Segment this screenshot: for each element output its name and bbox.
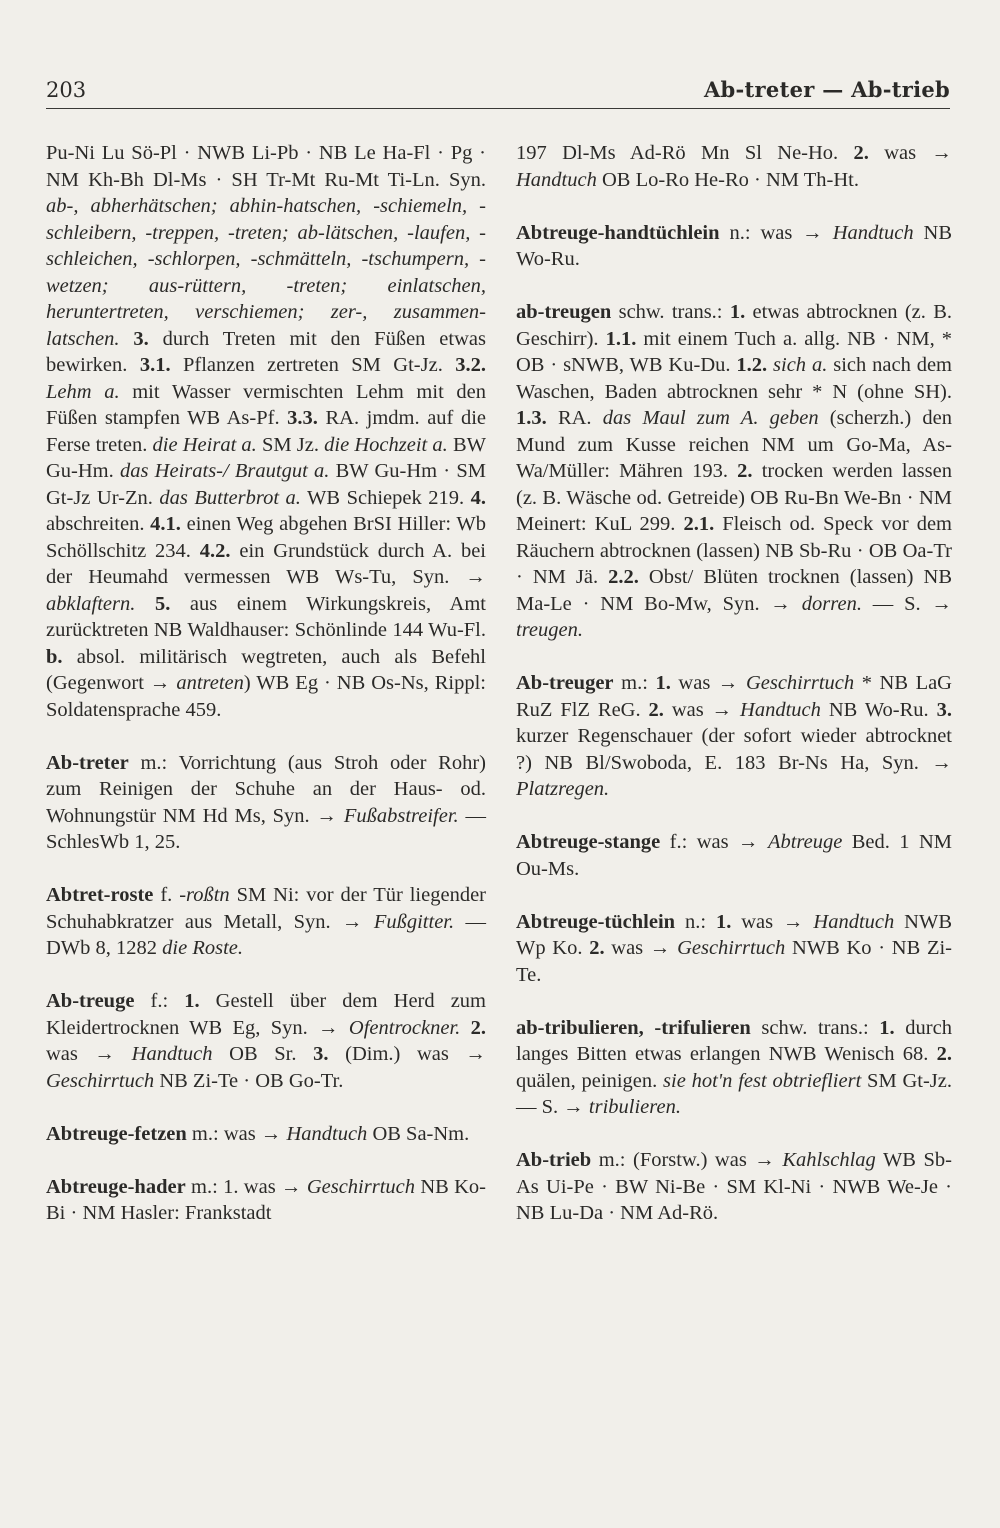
dictionary-entry (46, 1121, 486, 1148)
entry-text: absol. militärisch wegtreten, auch als Befehl (Gegenwort → (46, 645, 486, 694)
entry-text: was → (868, 142, 952, 164)
dictionary-entry (516, 909, 952, 989)
entry-text: was → (604, 937, 678, 959)
sense-number: 1. (715, 910, 732, 933)
entry-text: Obst/ Blüten trocknen (lassen) NB Ma-Le · NM Bo-Mw, Syn. → (516, 566, 952, 615)
sense-number: 4. (470, 486, 486, 509)
entry-text: was → (46, 1043, 132, 1065)
entry-text: mit Wasser vermischten Lehm mit den Füßen stampfen WB As-Pf. (46, 380, 487, 429)
italic-text: Geschirrtuch (46, 1069, 155, 1092)
sense-number: 1. (729, 301, 746, 323)
headword: ab-treugen (516, 301, 612, 323)
italic-text: treugen. (516, 619, 583, 641)
sense-number: 5. (154, 592, 171, 615)
sense-number: 2.1. (683, 513, 715, 535)
headword: Ab-treter (46, 751, 129, 774)
entry-text: m.: (613, 672, 656, 694)
sense-number: 2. (589, 937, 605, 959)
sense-number: 3.3. (287, 407, 318, 429)
entry-text: NB Zi-Te · OB Go-Tr. (154, 1069, 344, 1092)
sense-number: 4.2. (199, 539, 231, 562)
entry-text: (scherzh.) den Mund zum Kusse reichen NM um Go-Ma, As-Wa/Müller: Mähren 193. (516, 407, 952, 482)
entry-text: BW Gu-Hm. (46, 433, 486, 482)
entry-text: WB Schiepek 219. (300, 486, 471, 509)
italic-text: abklaftern. (46, 592, 136, 615)
entry-text: f.: was → (660, 831, 768, 853)
entry-text: OB Sa-Nm. (367, 1122, 470, 1145)
italic-text: sie hot'n fest obtriefliert (663, 1069, 862, 1092)
headword: Abtreuge-handtüchlein (516, 221, 720, 244)
italic-text: das Heirats-/ Brautgut a. (119, 460, 330, 482)
dictionary-entry (516, 299, 952, 644)
entry-text: SM Ni: vor der Tür liegender Schuhabkratzer aus Metall, Syn. → (46, 884, 486, 933)
italic-text: Lehm a. (46, 380, 120, 403)
entry-text: Fleisch od. Speck vor dem Räuchern abtrocknen (lassen) NB Sb-Ru · OB Oa-Tr · NM Jä. (516, 513, 952, 588)
sense-number: 2. (853, 142, 869, 164)
italic-text: Handtuch (832, 221, 914, 244)
entry-text (460, 1017, 470, 1039)
entry-text: BW Gu-Hm · SM Gt-Jz Ur-Zn. (46, 460, 486, 509)
dictionary-entry (516, 220, 952, 273)
italic-text: Geschirrtuch (745, 672, 855, 694)
entry-text: * NB LaG RuZ FlZ ReG. (516, 672, 952, 721)
entry-text: Pflanzen zertreten SM Gt-Jz. (170, 354, 456, 376)
headword: Abtreuge-hader (46, 1175, 186, 1198)
italic-text: -roßtn (179, 884, 230, 906)
headword: Abtreuge-fetzen (46, 1122, 187, 1145)
dictionary-entry (516, 1015, 952, 1121)
dictionary-entry (46, 988, 486, 1094)
entry-text: (Dim.) was → (328, 1043, 487, 1065)
sense-number: 3.1. (139, 354, 171, 376)
headword: Abtret-roste (46, 884, 154, 906)
italic-text: Handtuch (516, 168, 597, 191)
entry-text: aus einem Wirkungskreis, Amt zurücktreten NB Waldhauser: Schönlinde 144 Wu-Fl. (46, 592, 486, 641)
entry-text: kurzer Regenschauer (der sofort wieder abtrocknet ?) NB Bl/Swoboda, E. 183 Br-Ns Ha, Syn. → (516, 725, 952, 774)
italic-text: das Butterbrot a. (159, 486, 301, 509)
sense-number: 2. (737, 460, 753, 482)
entry-text: n.: was → (719, 221, 833, 244)
entry-text: quälen, peinigen. (516, 1069, 664, 1092)
sense-number: 1.2. (736, 354, 768, 376)
left-column (46, 140, 486, 1227)
entry-text: RA. (546, 407, 603, 429)
italic-text: Platzregen. (516, 778, 610, 800)
italic-text: Geschirrtuch (306, 1175, 415, 1198)
entry-text: m.: 1. was → (185, 1175, 307, 1198)
headword: ab-tribulieren, -trifulieren (516, 1016, 751, 1039)
dictionary-entry (46, 882, 486, 962)
sense-number: 1.3. (516, 407, 547, 429)
entry-text: NWB Wp Ko. (516, 910, 952, 959)
italic-text: Geschirrtuch (677, 937, 786, 959)
sense-number: 3. (936, 698, 952, 721)
sense-number: 3. (313, 1043, 329, 1065)
entry-text: SM Jz. (256, 433, 325, 456)
dictionary-entry (46, 140, 486, 723)
sense-number: b. (46, 645, 63, 668)
dictionary-entry (516, 1147, 952, 1227)
entry-text (119, 328, 133, 350)
page-header (46, 76, 950, 109)
italic-text: Handtuch (131, 1043, 213, 1065)
italic-text: antreten (176, 672, 244, 694)
entry-text: Gestell über dem Herd zum Kleidertrocknen WB Eg, Syn. → (46, 990, 486, 1039)
entry-text: WB Sb-As Ui-Pe · BW Ni-Be · SM Kl-Ni · NWB We-Je · NB Lu-Da · NM Ad-Rö. (516, 1149, 952, 1224)
italic-text: Handtuch (740, 698, 821, 721)
sense-number: 2. (470, 1016, 486, 1039)
headword: Ab-treuge (46, 990, 135, 1012)
italic-text: Ofentrockner. (348, 1016, 461, 1039)
entry-text: RA. jmdm. auf die Ferse treten. (46, 407, 486, 456)
entry-text: — SchlesWb 1, 25. (46, 804, 487, 853)
italic-text: tribulieren. (588, 1096, 681, 1118)
italic-text: Abtreuge (767, 831, 843, 853)
italic-text: Fußabstreifer. (343, 804, 459, 827)
entry-text: abschreiten. (46, 513, 151, 535)
entry-text: NB Ko-Bi · NM Hasler: Frankstadt (46, 1175, 486, 1224)
italic-text: dorren. (801, 592, 862, 615)
entry-text: — DWb 8, 1282 (46, 910, 487, 959)
entry-text: trocken werden lassen (z. B. Wäsche od. Getreide) OB Ru-Bn We-Bn · NM Meinert: KuL 299. (516, 460, 952, 535)
headword: Abtreuge-tüchlein (516, 910, 676, 933)
entry-text: m.: Vorrichtung (aus Stroh oder Rohr) zum Reinigen der Schuhe an der Haus- od. Wohnungstür NM Hd Ms, Syn. → (46, 751, 486, 827)
page-number: 203 (46, 78, 87, 102)
dictionary-entry (516, 140, 952, 193)
entry-text: durch langes Bitten etwas erlangen NWB Wenisch 68. (516, 1016, 952, 1065)
italic-text: ab-, abherhätschen; abhin-hatschen, -schiemeln, -schleibern, -treppen, -treten; ab-lätschen, -laufen, -schleichen, -schlorpen, -schmätteln, -tschumpern, -wetzen; aus-rüttern, -treten; einlatschen, heruntertreten, verschiemen; zer-, zusammen-latschen. (46, 195, 486, 350)
entry-text: NB Wo-Ru. (820, 698, 937, 721)
entry-text: mit einem Tuch a. allg. NB · NM, * OB · sNWB, WB Ku-Du. (516, 327, 952, 376)
entry-text: Bed. 1 NM Ou-Ms. (516, 831, 952, 880)
running-head: Ab-treter — Ab-trieb (703, 77, 950, 102)
sense-number: 1. (655, 672, 671, 694)
dictionary-entry (516, 829, 952, 882)
entry-text: was → (731, 910, 814, 933)
italic-text: das Maul zum A. geben (602, 407, 819, 429)
sense-number: 3.2. (455, 354, 486, 376)
entry-text: NB Wo-Ru. (516, 221, 952, 270)
sense-number: 1. (879, 1016, 895, 1039)
sense-number: 2. (936, 1043, 952, 1065)
entry-text: 197 Dl-Ms Ad-Rö Mn Sl Ne-Ho. (516, 142, 854, 164)
entry-text: ein Grundstück durch A. bei der Heumahd vermessen WB Ws-Tu, Syn. → (46, 539, 486, 588)
headword: Ab-trieb (516, 1149, 592, 1171)
italic-text: Handtuch (813, 910, 895, 933)
entry-text: SM Gt-Jz. — S. → (516, 1069, 952, 1118)
entry-text: f.: (134, 990, 185, 1012)
entry-text (135, 593, 155, 615)
sense-number: 1. (184, 990, 200, 1012)
sense-number: 2.2. (608, 566, 639, 588)
italic-text: sich a. (773, 354, 828, 376)
entry-text: was → (670, 672, 746, 694)
italic-text: Handtuch (286, 1122, 368, 1145)
sense-number: 4.1. (150, 513, 181, 535)
italic-text: die Heirat a. (152, 433, 257, 456)
dictionary-entry (516, 670, 952, 803)
entry-text: OB Sr. (212, 1043, 314, 1065)
entry-text: OB Lo-Ro He-Ro · NM Th-Ht. (596, 168, 859, 191)
entry-text: etwas abtrocknen (z. B. Geschirr). (516, 301, 952, 350)
entry-text: — S. → (861, 592, 952, 615)
sense-number: 1.1. (605, 327, 637, 350)
italic-text: die Roste. (162, 937, 243, 959)
entry-text: f. (153, 884, 180, 906)
right-column (516, 140, 952, 1227)
entry-text: ) WB Eg · NB Os-Ns, Rippl: Soldatensprache 459. (46, 672, 486, 721)
italic-text: Fußgitter. (373, 910, 455, 933)
entry-text: einen Weg abgehen BrSI Hiller: Wb Schöllschitz 234. (46, 513, 486, 562)
entry-text: m.: (Forstw.) was → (591, 1149, 783, 1171)
italic-text: Kahlschlag (782, 1149, 876, 1171)
entry-text: durch Treten mit den Füßen etwas bewirken. (46, 327, 486, 376)
entry-text: m.: was → (186, 1122, 287, 1145)
sense-number: 2. (648, 698, 664, 721)
entry-text: n.: (675, 910, 716, 933)
entry-text: was → (663, 698, 741, 721)
entry-text: Pu-Ni Lu Sö-Pl · NWB Li-Pb · NB Le Ha-Fl · Pg · NM Kh-Bh Dl-Ms · SH Tr-Mt Ru-Mt Ti-Ln. Syn. (46, 142, 486, 191)
entry-text: sich nach dem Waschen, Baden abtrocknen sehr * N (ohne SH). (516, 354, 953, 403)
entry-text: schw. trans.: (750, 1016, 880, 1039)
entry-text: schw. trans.: (611, 301, 730, 323)
dictionary-entry (46, 1174, 486, 1227)
sense-number: 3. (133, 327, 149, 350)
headword: Ab-treuger (516, 672, 614, 694)
headword: Abtreuge-stange (516, 831, 661, 853)
entry-text: NWB Ko · NB Zi-Te. (516, 937, 952, 986)
italic-text: die Hochzeit a. (324, 433, 448, 456)
dictionary-entry (46, 750, 486, 856)
